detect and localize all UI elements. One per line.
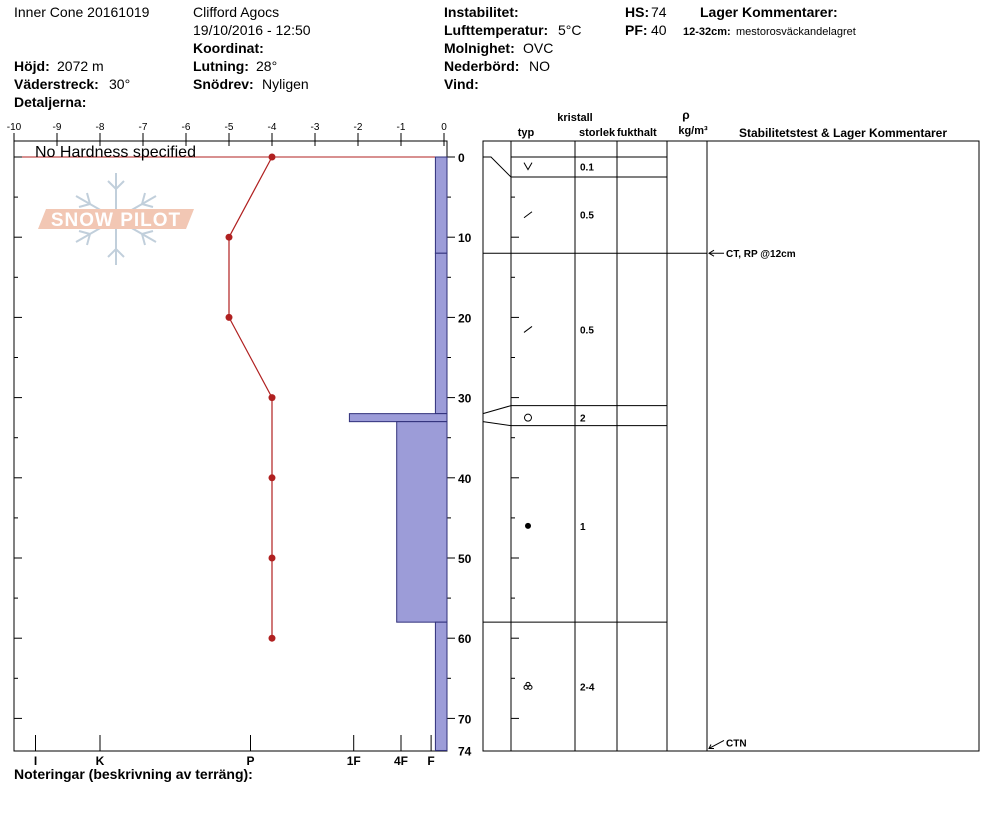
temperature-line — [229, 157, 272, 638]
grain-size-label: 0.5 — [580, 325, 594, 337]
grain-size-label: 0.5 — [580, 210, 594, 222]
depth-tick-label: 74 — [458, 744, 472, 759]
col-typ: typ — [517, 127, 535, 139]
depth-tick-label: 10 — [458, 231, 472, 246]
temperature-point — [226, 234, 233, 241]
temperature-point — [269, 555, 276, 562]
pf-value: 40 — [651, 22, 667, 38]
temp-tick-label: -5 — [224, 122, 234, 133]
vaderstreck-value: 30° — [109, 76, 131, 92]
new-snow-symbol — [524, 163, 532, 170]
lufttemp-value: 5°C — [558, 22, 582, 38]
depth-tick-label: 30 — [458, 391, 472, 406]
observer-name: Clifford Agocs — [193, 4, 280, 20]
pf-label: PF: — [625, 22, 648, 38]
grain-size-label: 1 — [580, 521, 586, 533]
no-hardness-note: No Hardness specified — [35, 144, 196, 161]
grain-size-label: 2 — [580, 413, 586, 425]
terrain-notes-label: Noteringar (beskrivning av terräng): — [14, 766, 253, 782]
instabilitet-label: Instabilitet: — [444, 4, 519, 20]
observation-datetime: 19/10/2016 - 12:50 — [193, 22, 311, 38]
layer-connector — [483, 157, 511, 177]
hojd-label: Höjd: — [14, 58, 50, 74]
snodrev-label: Snödrev: — [193, 76, 254, 92]
layer-connector — [483, 406, 511, 414]
temp-tick-label: -6 — [181, 122, 191, 133]
hardness-tick-label: K — [95, 754, 105, 768]
layer-table-frame — [483, 141, 979, 751]
grain-size-label: 2-4 — [580, 682, 595, 694]
vaderstreck-label: Väderstreck: — [14, 76, 99, 92]
decomposed-symbol — [524, 326, 532, 332]
col-fukthalt: fukthalt — [617, 127, 657, 139]
col-rho-unit: kg/m³ — [678, 125, 708, 137]
cluster-symbol — [526, 682, 530, 686]
temperature-point — [269, 154, 276, 161]
decomposed-symbol — [524, 212, 532, 218]
depth-tick-label: 70 — [458, 712, 472, 727]
hardness-bar — [435, 253, 447, 413]
temp-tick-label: -10 — [6, 122, 22, 133]
temperature-point — [269, 635, 276, 642]
molnighet-value: OVC — [523, 40, 554, 56]
hardness-bar — [435, 622, 447, 750]
depth-tick-label: 60 — [458, 632, 472, 647]
col-kristall: kristall — [557, 112, 593, 124]
test-arrow — [709, 740, 724, 748]
grain-size-label: 0.1 — [580, 162, 594, 174]
hardness-tick-label: I — [33, 754, 38, 768]
temperature-point — [269, 394, 276, 401]
detaljerna-label: Detaljerna: — [14, 94, 87, 110]
nederbord-label: Nederbörd: — [444, 58, 520, 74]
rounded-grain-symbol — [525, 414, 532, 421]
hardness-tick-label: F — [427, 754, 435, 768]
hardness-bar — [349, 414, 447, 422]
depth-tick-label: 0 — [458, 151, 465, 165]
hardness-bar — [435, 157, 447, 253]
layer-connector — [483, 422, 511, 426]
snowpilot-logo-text: SNOW PILOT — [50, 210, 182, 231]
temp-tick-label: -8 — [95, 122, 105, 133]
vind-label: Vind: — [444, 76, 479, 92]
hardness-tick-label: 1F — [346, 754, 361, 768]
lufttemp-label: Lufttemperatur: — [444, 22, 549, 38]
hardness-tick-label: 4F — [393, 754, 409, 768]
lager-title: Lager Kommentarer: — [700, 4, 838, 20]
hardness-plot-frame — [14, 141, 447, 751]
temp-tick-label: -2 — [353, 122, 363, 133]
test-label: CT, RP @12cm — [726, 249, 796, 261]
temp-tick-label: 0 — [441, 122, 447, 133]
lutning-label: Lutning: — [193, 58, 249, 74]
temp-tick-label: -3 — [310, 122, 320, 133]
temperature-point — [226, 314, 233, 321]
hs-label: HS: — [625, 4, 650, 20]
temperature-point — [269, 474, 276, 481]
hardness-tick-label: P — [246, 754, 255, 768]
lutning-value: 28° — [256, 58, 278, 74]
hardness-bar — [397, 422, 447, 623]
lager-range: 12-32cm: — [683, 26, 731, 38]
test-label: CTN — [726, 738, 747, 750]
col-stability: Stabilitetstest & Lager Kommentarer — [738, 126, 948, 140]
temp-tick-label: -7 — [138, 122, 148, 133]
snodrev-value: Nyligen — [262, 76, 309, 92]
koordinat-label: Koordinat: — [193, 40, 264, 56]
col-storlek: storlek — [579, 127, 616, 139]
col-rho: ρ — [682, 108, 690, 122]
hojd-value: 2072 m — [57, 58, 104, 74]
location-title: Inner Cone 20161019 — [14, 4, 150, 20]
depth-tick-label: 40 — [458, 471, 472, 486]
depth-tick-label: 50 — [458, 552, 472, 566]
melt-form-symbol — [525, 523, 531, 529]
depth-tick-label: 20 — [458, 311, 472, 326]
temp-tick-label: -4 — [267, 122, 277, 133]
snowpilot-logo — [38, 173, 194, 265]
temp-tick-label: -9 — [52, 122, 62, 133]
lager-text: mestorosväckandelagret — [736, 26, 856, 38]
temp-tick-label: -1 — [396, 122, 406, 133]
hs-value: 74 — [651, 4, 667, 20]
molnighet-label: Molnighet: — [444, 40, 515, 56]
nederbord-value: NO — [529, 58, 550, 74]
